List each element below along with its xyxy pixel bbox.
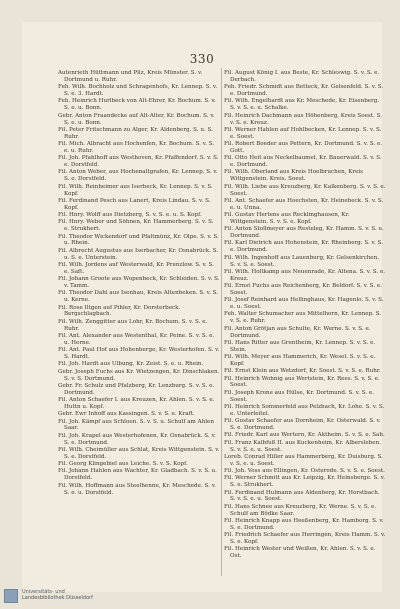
list-entry: Fil. Wilh. Ingenhoff aus Lauenburg, Kr. Gelsenkirchen. S. v. S. e. Soest. [224,254,380,268]
list-entry: Fil. Friedrich Schaefer aus Herringen, Kreis Hamm. S. v. S. e. Kopf. [224,532,386,546]
list-entry: Feh. Friedr. Schmidt aus Betteck, Kr. Gelsenfeld. S. v. S. e. Dortmund. [224,84,384,98]
scanned-page [22,22,386,592]
list-entry: Fil. Ant. Schaefer aus Hoechsten, Kr. Heinebeck. S. v. S. e. u. Unna. [224,197,384,211]
left-column [58,70,220,497]
list-entry: Fil. Theodor Dahl aus Isenhau, Kreis Altenbeken. S. v. S. u. Kerne. [58,290,219,304]
list-entry: Fil. Hnry. Weber und Söhnen, Kr. Hammerberg. S. v. S. e. Strukhert. [58,219,214,233]
list-entry: Fil. Werner Hahlen auf Hohlbecken, Kr. Lennep. S. v. S. e. Soest. [224,126,382,140]
list-entry: Fil. Wilh. Hoffmann aus Steelhenne, Kr. Meschede. S. v. S. e. u. Dorstfeld. [58,482,216,496]
list-entry: Fil. Robert Boeder aus Pettern, Kr. Dortmund. S. v. S. e. Gott. [224,141,383,154]
list-entry: Autenrieth Hüttmann und Pilz, Kreis Münster. S. v. Dortmund u. Ruhr. [58,70,203,83]
list-entry: Fil. August König I. aus Beste, Kr. Schleswig. S. v. S. e. Derbach. [224,70,380,83]
list-entry: Fil. Hnry. Wolff aus Dietzberg, S. v. S. e. u. S. Kopf. [58,212,202,219]
list-entry: Fil. Joh. Voss aus Ellingen, Kr. Osterode. S. v. S. e. Soest. [224,468,385,475]
list-entry: Fil. Wilh. Jordens auf Westerwald, Kr. Prenzlow. S. v. S. e. Saft. [58,261,214,275]
list-entry: Fil. Hans Ritter aus Grentheim, Kr. Lennep. S. v. S. e. Stein. [224,339,376,353]
list-entry: Fil. Werner Schmitt aus Kr. Leipzig, Kr. Heinsberge. S. v. S. e. Strukhert. [224,475,385,489]
list-entry: Fil. Wilh. Reinheimer aus Iserbeck, Kr. Lennep. S. v. S. Kopf. [58,183,213,197]
library-logo-icon [4,589,18,603]
list-entry: Fil. Johann Hahlen aus Wachter, Kr. Gladbach. S. v. S. u. Dorstfeld. [58,468,217,482]
list-entry: Fil. Joseph Krone aus Hülse, Kr. Dortmund. S. v. S. e. Soest. [224,389,375,403]
list-entry: Gebr. Ewr Inhoff aus Kassingen. S. v. S. e. Kraft. [58,411,195,418]
list-entry: Fil. Gustav Hertens aus Recklinghausen, Kr. Wittgenstein. S. v. S. e. Kopf. [224,212,350,225]
list-entry: Fil. Albrecht Augustus aus Iserbacher, Kr. Osnabrück. S. u. S. e. Unterstein. [58,247,219,261]
list-entry: Loreb. Conrad Hiller aus Hammerberg, Kr. Duisburg. S. v. S. e. u. Soest. [224,453,383,467]
list-entry: Fil. Hans Schnee aus Kreuzberg, Kr. Werne. S. v. S. e. Schulf am Bödke Saar. [224,503,377,517]
list-entry: Fil. Theodor Wickendorf und Pfaltmünz, Kr. Olpe. S. v. S. u. Rhein. [58,233,219,247]
footer-line-1: Universitäts- und [22,589,65,595]
list-entry: Gebr. Anton Fraandecke auf Alt-Alter, Kr. Bochum. S. v. S. e. u. Bonn. [58,112,215,126]
list-entry: Fil. Johann Groote aus Wopenbeck, Kr. Schleiden. S. v. S. v. Tamm. [58,276,220,290]
list-entry: Fil. Anton Schaefer I. aus Kreuzen, Kr. Ahlen. S. v. S. e. Huttn u. Kopf. [58,397,215,410]
library-footer [4,589,93,603]
list-entry: Fil. Heinrich Dachmann aus Höhenberg, Kreis Soest. S. v. S. e. Kreuz. [224,112,382,126]
list-entry: Feh. Heinrich Hurlbeck von Alt-Ehrer, Kr. Bochum. S. v. S. e. u. Bonn. [58,98,216,112]
list-entry: Fil. Anton Stollmeyer aus Resteleg, Kr. Hamm. S. v. S. e. Dortmund. [224,226,384,240]
list-entry: Fil. Heinrich Knapp aus Heeßenberg, Kr. Hamborg. S. v. S. e. Dortmund. [224,517,384,531]
list-entry: Fil. Gustav Schaefer aus Dornheim, Kr. Osterwald. S. v. S. e. Dortmund. [224,418,381,432]
column-divider [221,68,222,576]
right-column [224,70,386,561]
list-entry: Fil. Otto Heit aus Neckelbaumel, Kr. Bauerwald. S. v. S. e. Dortmund. [224,155,382,169]
list-entry: Fil. Ernst Fuchs aus Reichenberg, Kr. Beldorf. S. v. S. e. Soest. [224,283,382,296]
list-entry: Fil. Joh. Krapel aus Westerhofenen, Kr. Osnabrück. S. v. S. e. Dortmund. [58,432,216,446]
list-entry: Fil. Wilh. Oberland aus Kreis Hoelbruchen, Kreis Wittgenstein. Kreis. Soest. [224,169,364,183]
list-entry: Fil. Wilh. Cheimüller aus Schlat, Kreis Wittgenstein. S. v. S. e. Dorstfeld. [58,446,220,460]
list-entry: Fil. Wilh. Liebe aus Kreuzberg, Kr. Kalkenberg. S. v. S. e. Soest. [224,183,386,197]
list-entry: Fil. Joh. Hardt aus Ulbung, Kr. Zeist. S. e. u. Rhein. [58,361,204,368]
list-entry: Gebr. Fr. Schulz und Pfalzberg, Kr. Lenzburg. S. v. S. e. Dortmund. [58,382,215,396]
list-entry: Fil. Anton Weber, aus Hochenaltgrafen, Kr. Lennep. S. v. S. e. Dorstfeld. [58,169,218,183]
list-entry: Fil. Josef Reinhard aus Hellinghaus, Kr. Hagenlo. S. v. S. e. u. Soest. [224,297,384,311]
list-entry: Fil. Joh. Pfahlhoff aus Westhoven, Kr. Pfaffendorf. S. v. S. e. Dorstfeld. [58,155,219,169]
list-entry: Fil. Georg Klingebiel aus Leiche. S. v. S. Kopf. [58,461,188,468]
list-entry: Feh. Wilh. Bochholz und Schragenhofs, Kr. Lennep. S. v. S. e. 3. Hardt. [58,84,218,98]
list-entry: Fil. Ernst Klein aus Wetzdorf, Kr. Soest. S. v. S. e. Ruhr. [224,368,381,375]
list-entry: Fil. Wilh. Engelhardt aus Kr. Meschede, Kr. Eisenberg. S. v. S. e. u. Schalke. [224,98,380,112]
list-entry: Fil. Wilh. Zenggitter aus Lohr, Kr. Bochum. S. v. S. e. Ruhr. [58,318,208,332]
list-entry: Fil. Joh. Kämpf aus Schloen. S. v. S. u. Schulf am Ahlen Saar. [58,418,214,432]
list-entry: Fil. Heinrich Sommerfeld aus Pelzbach, Kr. Lohe. S. v. S. e. Unterleitel. [224,403,385,417]
page-number: 330 [189,52,215,66]
list-entry: Feh. Walter Schumacher aus Mittelhorn, Kr. Lennep. S. v. S. e. Ruhr. [224,311,382,325]
list-entry: Fil. Mich. Albracht aus Hochenfen, Kr. Bochum. S. v. S. e. u. Ruhr. [58,141,215,154]
list-entry: Fil. Heinrich Wohnig aus Wertstein, Kr. Rees. S. v. S. e. Soest. [224,375,380,389]
list-entry: Fil. Heinrich Wester und Weißen, Kr. Ahlen. S. v. S. e. Ost. [224,546,376,560]
list-entry: Fil. Rose Iltgen auf Pihler, Kr. Dorsterbeck. Bergschlagbach. [58,304,181,318]
footer-line-2: Landesbibliothek Düsseldorf [22,595,93,601]
list-entry: Fil. Anton Grötjan aus Schulte, Kr. Werne. S. v. S. e. Dortmund. [224,325,371,339]
list-entry: Fil. Ferdinand Pesch aus Lanert, Kreis Lindau. S. v. S. Kopf. [58,197,211,211]
list-entry: Fil. Ant. Paul Hof aus Hohenberge, Kr. Westerhofen. S. v. S. Hardt. [58,347,220,361]
list-entry: Fil. Wilh. Meyer aus Hammerich, Kr. Wesel. S. v. S. e. Kopf. [224,354,376,367]
list-entry: Fil. Wilh. Holtkamp aus Neuenrade, Kr. Altena. S. v. S. e. Kreuz. [224,268,386,282]
list-entry: Fil. Ferdinand Hulmann aus Aldenberg, Kr. Horstbach. S. v. S. e. u. Soest. [224,489,380,503]
list-entry: Fil. Karl Dietrich aus Hohenstein, Kr. Rheinberg. S. v. S. e. Dortmund. [224,240,383,254]
list-entry: Fil. Peter Fritschmann zu Alger, Kr. Aldenberg. S. u. S. Ruhr. [58,126,213,140]
list-entry: Fil. Friedr. Karl aus Wertern, Kr. Aktheim. S. v. S. e. Sah. [224,432,385,439]
list-entry: Gebr. Joseph Fuchs aus Kr. Wietzengen, Kr. Dinschlaken. S. v. S. Dortmund. [58,368,220,382]
list-entry: Fil. Ant. Alexander aus Westenthal, Kr. Peine. S. v. S. e. u. Herne. [58,332,215,346]
list-entry: Fil. Franz Kalbfuß II. aus Kuckenheim, Kr. Albersleben. S. v. S. e. u. Soest. [224,439,381,453]
